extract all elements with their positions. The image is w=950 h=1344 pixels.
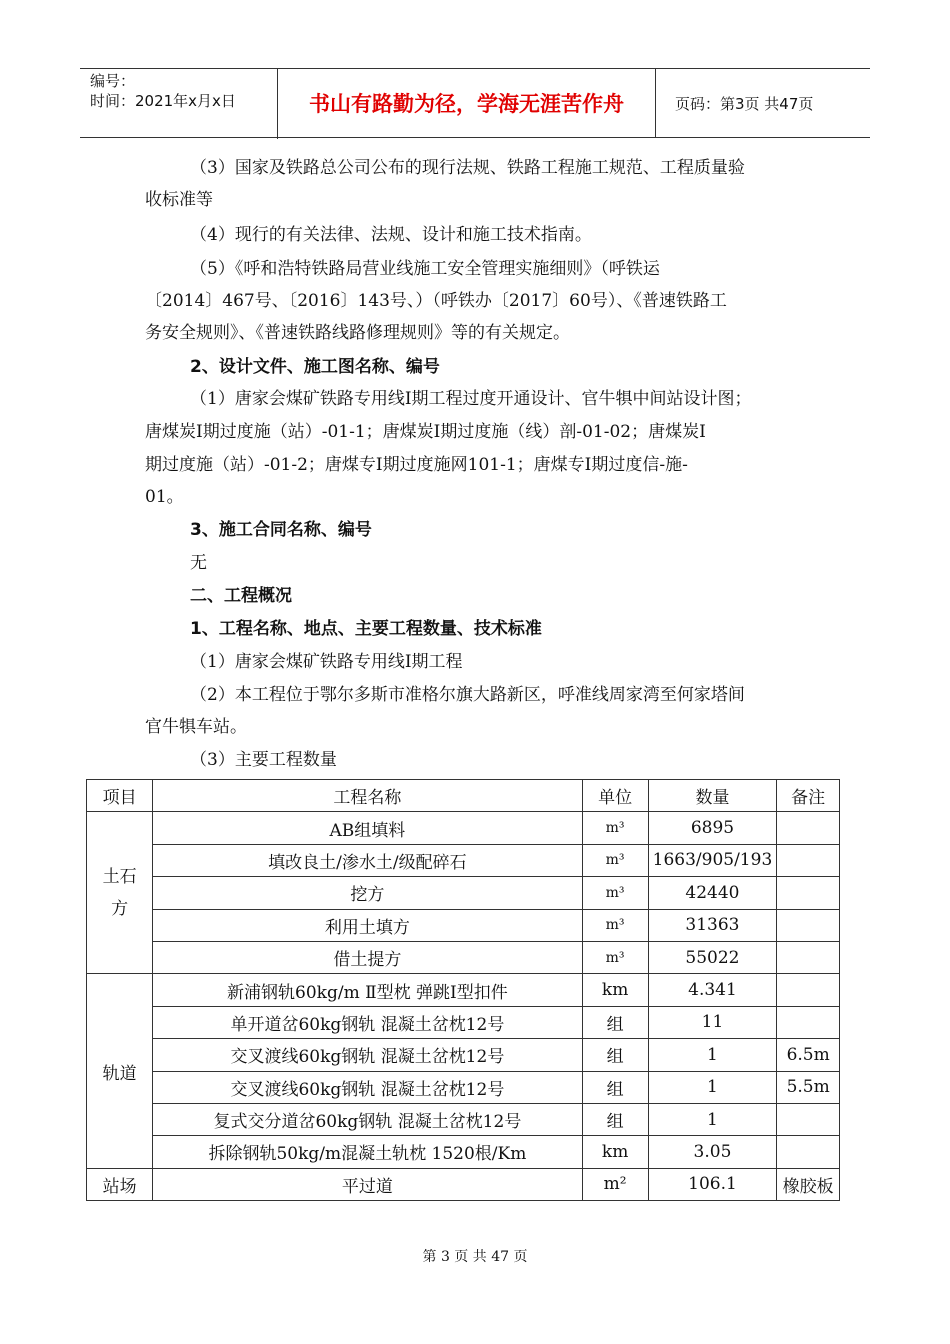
cell-note: 6.5m — [777, 1039, 840, 1071]
cell-note — [777, 812, 840, 844]
section-heading: 2、设计文件、施工图名称、编号 — [190, 357, 440, 377]
cell-unit: 组 — [582, 1071, 648, 1103]
section-heading: 1、工程名称、地点、主要工程数量、技术标准 — [190, 619, 542, 639]
group-cell-track: 轨道 — [87, 974, 153, 1168]
column-header: 工程名称 — [153, 780, 582, 812]
cell-note — [777, 974, 840, 1006]
paragraph: 官牛犋车站。 — [145, 717, 247, 737]
cell-unit: m³ — [582, 812, 648, 844]
page-header — [80, 68, 870, 138]
group-cell-earthwork — [87, 812, 153, 974]
cell-name: 复式交分道岔60kg钢轨 混凝土岔枕12号 — [153, 1103, 582, 1135]
cell-name: 单开道岔60kg钢轨 混凝土岔枕12号 — [153, 1006, 582, 1038]
cell-unit: km — [582, 1136, 648, 1168]
cell-unit: m³ — [582, 909, 648, 941]
cell-note: 橡胶板 — [777, 1168, 840, 1200]
cell-note — [777, 909, 840, 941]
cell-unit: m³ — [582, 941, 648, 973]
cell-qty: 55022 — [648, 941, 777, 973]
cell-qty: 4.341 — [648, 974, 777, 1006]
table-row — [87, 812, 840, 844]
paragraph: 01。 — [145, 487, 184, 507]
cell-qty: 1 — [648, 1103, 777, 1135]
cell-unit: m³ — [582, 844, 648, 876]
cell-note — [777, 1136, 840, 1168]
table-row — [87, 877, 840, 909]
cell-note — [777, 1006, 840, 1038]
cell-qty: 11 — [648, 1006, 777, 1038]
paragraph: （3）国家及铁路总公司公布的现行法规、铁路工程施工规范、工程质量验 — [190, 158, 745, 178]
table-row — [87, 974, 840, 1006]
column-header: 数量 — [648, 780, 777, 812]
table-row — [87, 1071, 840, 1103]
cell-qty: 1 — [648, 1039, 777, 1071]
cell-qty: 106.1 — [648, 1168, 777, 1200]
table-row — [87, 1168, 840, 1200]
section-heading: 3、施工合同名称、编号 — [190, 520, 372, 540]
table-row — [87, 941, 840, 973]
cell-name: 挖方 — [153, 877, 582, 909]
paragraph: 〔2014〕467号、〔2016〕143号、）（呼铁办〔2017〕60号）、《普速铁路工 — [145, 291, 727, 311]
paragraph: 唐煤炭Ⅰ期过度施（站）-01-1；唐煤炭Ⅰ期过度施（线）剖-01-02；唐煤炭Ⅰ — [145, 422, 706, 442]
paragraph: 期过度施（站）-01-2；唐煤专Ⅰ期过度施网101-1；唐煤专Ⅰ期过度信-施- — [145, 455, 688, 475]
cell-note: 5.5m — [777, 1071, 840, 1103]
cell-note — [777, 877, 840, 909]
cell-name: 交叉渡线60kg钢轨 混凝土岔枕12号 — [153, 1071, 582, 1103]
cell-qty: 31363 — [648, 909, 777, 941]
table-row — [87, 1006, 840, 1038]
page-info-text: 页码：第3页 共47页 — [675, 94, 814, 113]
cell-unit: 组 — [582, 1039, 648, 1071]
cell-name: 平过道 — [153, 1168, 582, 1200]
cell-qty: 1663/905/193 — [648, 844, 777, 876]
section-heading: 二、工程概况 — [190, 586, 292, 606]
cell-name: 交叉渡线60kg钢轨 混凝土岔枕12号 — [153, 1039, 582, 1071]
cell-name: 利用土填方 — [153, 909, 582, 941]
column-header: 项目 — [87, 780, 153, 812]
cell-name: 填改良土/渗水土/级配碎石 — [153, 844, 582, 876]
table-row — [87, 1103, 840, 1135]
cell-unit: m² — [582, 1168, 648, 1200]
cell-name: 新浦钢轨60kg/m Ⅱ型枕 弹跳Ⅰ型扣件 — [153, 974, 582, 1006]
cell-unit: 组 — [582, 1006, 648, 1038]
cell-note — [777, 844, 840, 876]
table-row — [87, 1136, 840, 1168]
column-header: 备注 — [777, 780, 840, 812]
paragraph: （3）主要工程数量 — [190, 750, 337, 770]
header-meta — [80, 69, 278, 139]
paragraph: 收标准等 — [145, 190, 213, 210]
paragraph: 务安全规则》、《普速铁路线路修理规则》等的有关规定。 — [145, 323, 570, 343]
cell-qty: 1 — [648, 1071, 777, 1103]
paragraph: （1）唐家会煤矿铁路专用线Ⅰ期工程过度开通设计、官牛犋中间站设计图； — [190, 389, 752, 409]
table-header-row — [87, 780, 840, 812]
header-page-info — [665, 69, 870, 137]
paragraph: （1）唐家会煤矿铁路专用线Ⅰ期工程 — [190, 652, 463, 672]
header-motto: 书山有路勤为径，学海无涯苦作舟 — [278, 69, 656, 137]
cell-note — [777, 1103, 840, 1135]
paragraph: （2）本工程位于鄂尔多斯市准格尔旗大路新区，呼准线周家湾至何家塔间 — [190, 685, 745, 705]
cell-qty: 6895 — [648, 812, 777, 844]
group-cell-station: 站场 — [87, 1168, 153, 1200]
quantities-table — [86, 779, 840, 1201]
cell-unit: km — [582, 974, 648, 1006]
group-label: 土石方 — [102, 866, 137, 919]
cell-note — [777, 941, 840, 973]
paragraph: （5）《呼和浩特铁路局营业线施工安全管理实施细则》（呼铁运 — [190, 259, 660, 279]
doc-number-label: 编号： — [90, 72, 136, 90]
page-footer: 第 3 页 共 47 页 — [422, 1249, 528, 1265]
cell-unit: m³ — [582, 877, 648, 909]
table-row — [87, 844, 840, 876]
table-row — [87, 909, 840, 941]
doc-time-label: 时间：2021年x月x日 — [90, 92, 236, 110]
cell-name: AB组填料 — [153, 812, 582, 844]
table-row — [87, 1039, 840, 1071]
cell-unit: 组 — [582, 1103, 648, 1135]
cell-qty: 42440 — [648, 877, 777, 909]
cell-name: 借土提方 — [153, 941, 582, 973]
paragraph: （4）现行的有关法律、法规、设计和施工技术指南。 — [190, 225, 592, 245]
paragraph: 无 — [190, 553, 207, 573]
column-header: 单位 — [582, 780, 648, 812]
cell-name: 拆除钢轨50kg/m混凝土轨枕 1520根/Km — [153, 1136, 582, 1168]
cell-qty: 3.05 — [648, 1136, 777, 1168]
